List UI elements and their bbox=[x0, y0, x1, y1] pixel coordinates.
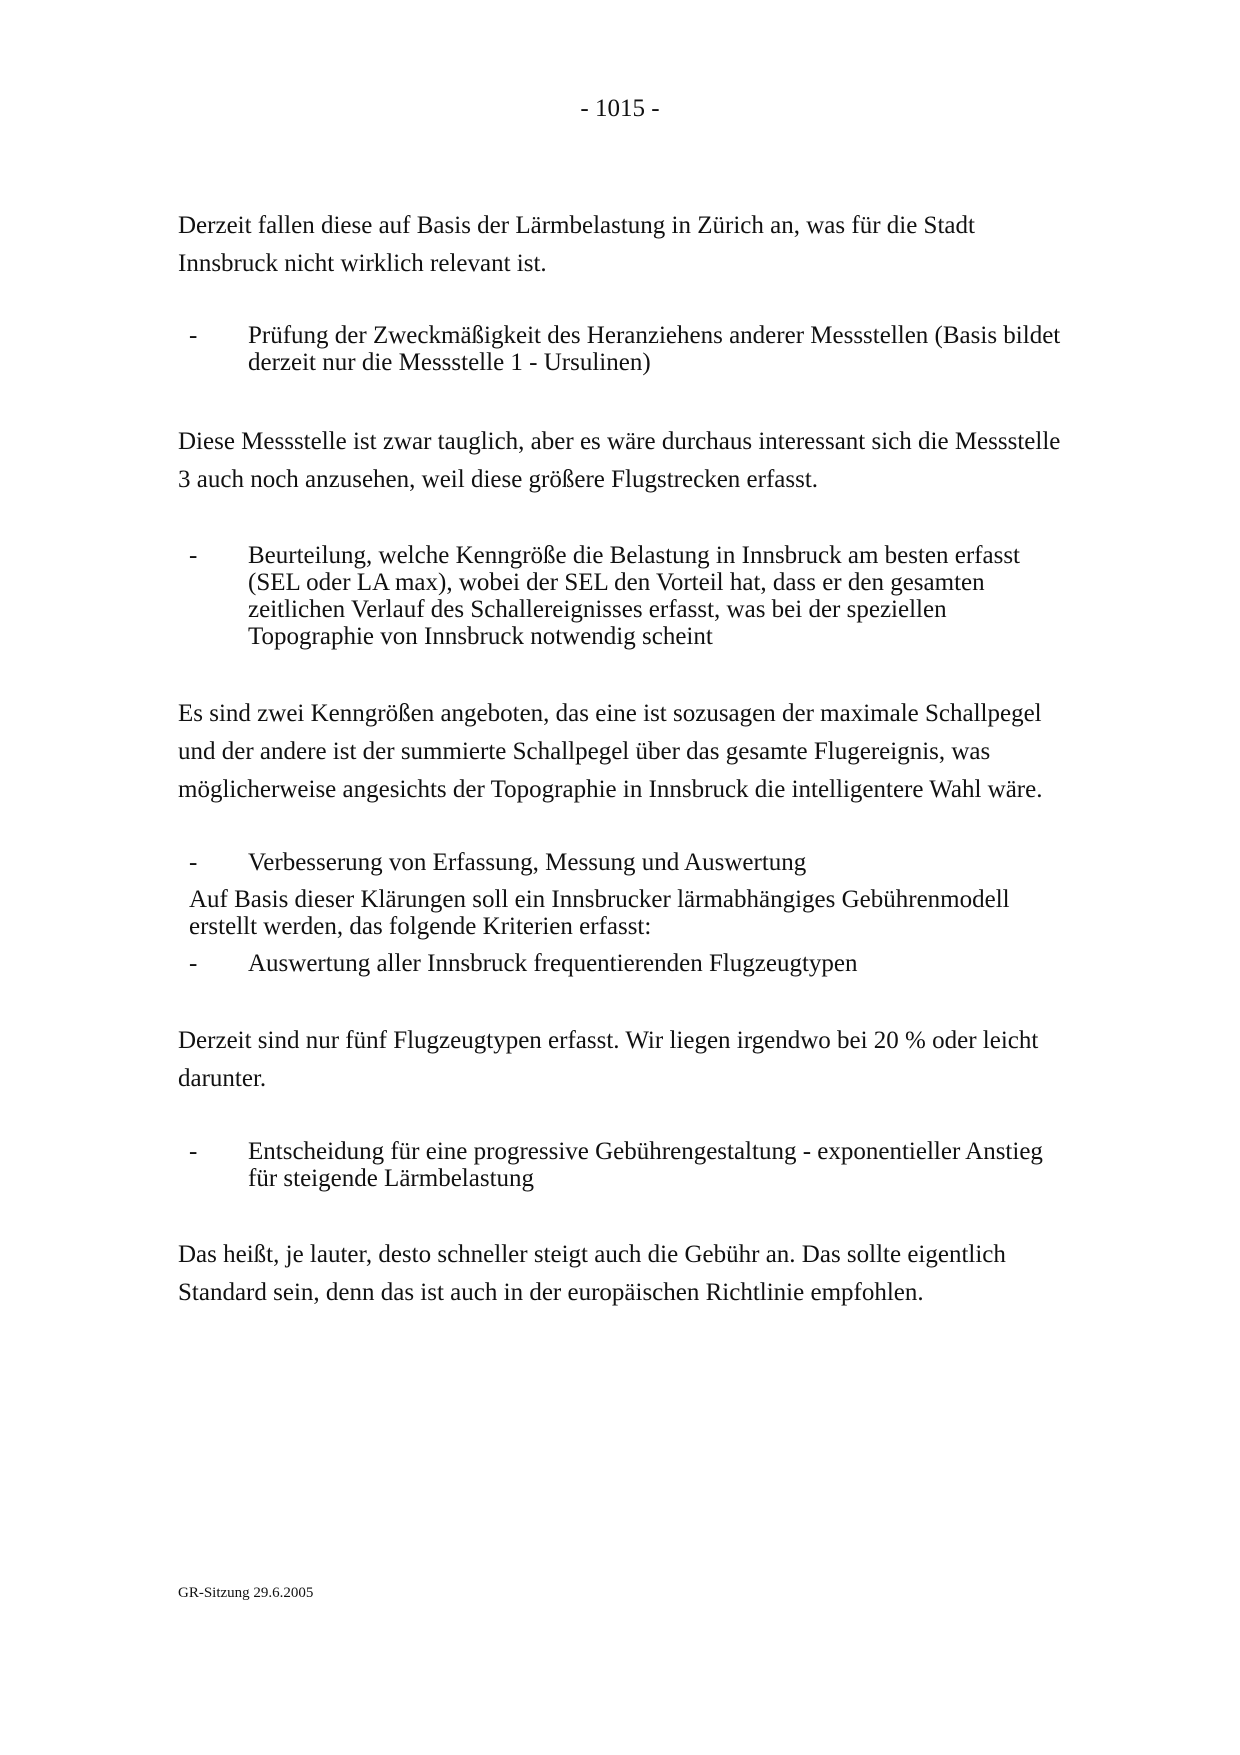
indented-paragraph: Auf Basis dieser Klärungen soll ein Innsbrucker lärmabhängiges Gebührenmodell erstellt werden, das folgende Kriterien erfasst: bbox=[189, 886, 1010, 940]
paragraph-1: Derzeit fallen diese auf Basis der Lärmbelastung in Zürich an, was für die Stadt Innsbruck nicht wirklich relevant ist. bbox=[178, 212, 975, 277]
bullet-text: Beurteilung, welche Kenngröße die Belastung in Innsbruck am besten erfasst (SEL oder LA max), wobei der SEL den Vorteil hat, dass er den gesamten zeitlichen Verlauf des Schallereignisses erfasst, was bei der speziellen Topographie von Innsbruck notwendig scheint bbox=[248, 542, 1020, 650]
bullet-dash: - bbox=[189, 849, 198, 876]
document-body bbox=[178, 207, 1078, 1312]
paragraph-3: Es sind zwei Kenngrößen angeboten, das eine ist sozusagen der maximale Schallpegel und der andere ist der summierte Schallpegel über das gesamte Flugereignis, was möglicherweise angesichts der Topographie in Innsbruck die intelligentere Wahl wäre. bbox=[178, 700, 1043, 803]
bullet-text: Auswertung aller Innsbruck frequentierenden Flugzeugtypen bbox=[248, 950, 858, 977]
bullet-item-5 bbox=[189, 1138, 1078, 1192]
bullet-item-3 bbox=[189, 849, 1078, 876]
bullet-dash: - bbox=[189, 542, 198, 569]
paragraph-2: Diese Messstelle ist zwar tauglich, aber es wäre durchaus interessant sich die Messstelle 3 auch noch anzusehen, weil diese größere Flugstrecken erfasst. bbox=[178, 428, 1061, 493]
bullet-dash: - bbox=[189, 322, 198, 349]
bullet-dash: - bbox=[189, 1138, 198, 1165]
bullet-item-1 bbox=[189, 322, 1078, 376]
bullet-dash: - bbox=[189, 950, 198, 977]
bullet-text: Verbesserung von Erfassung, Messung und Auswertung bbox=[248, 849, 807, 876]
bullet-item-2 bbox=[189, 542, 1078, 650]
bullet-item-4 bbox=[189, 950, 1078, 977]
paragraph-4: Derzeit sind nur fünf Flugzeugtypen erfasst. Wir liegen irgendwo bei 20 % oder leicht darunter. bbox=[178, 1027, 1039, 1092]
paragraph-5: Das heißt, je lauter, desto schneller steigt auch die Gebühr an. Das sollte eigentlich Standard sein, denn das ist auch in der europäischen Richtlinie empfohlen. bbox=[178, 1241, 1006, 1306]
bullet-text: Prüfung der Zweckmäßigkeit des Heranziehens anderer Messstellen (Basis bildet derzeit nur die Messstelle 1 - Ursulinen) bbox=[248, 322, 1061, 376]
bullet-text: Entscheidung für eine progressive Gebührengestaltung - exponentieller Anstieg für steigende Lärmbelastung bbox=[248, 1138, 1043, 1192]
footer-session-date: GR-Sitzung 29.6.2005 bbox=[178, 1585, 314, 1601]
page-number: - 1015 - bbox=[580, 95, 660, 122]
